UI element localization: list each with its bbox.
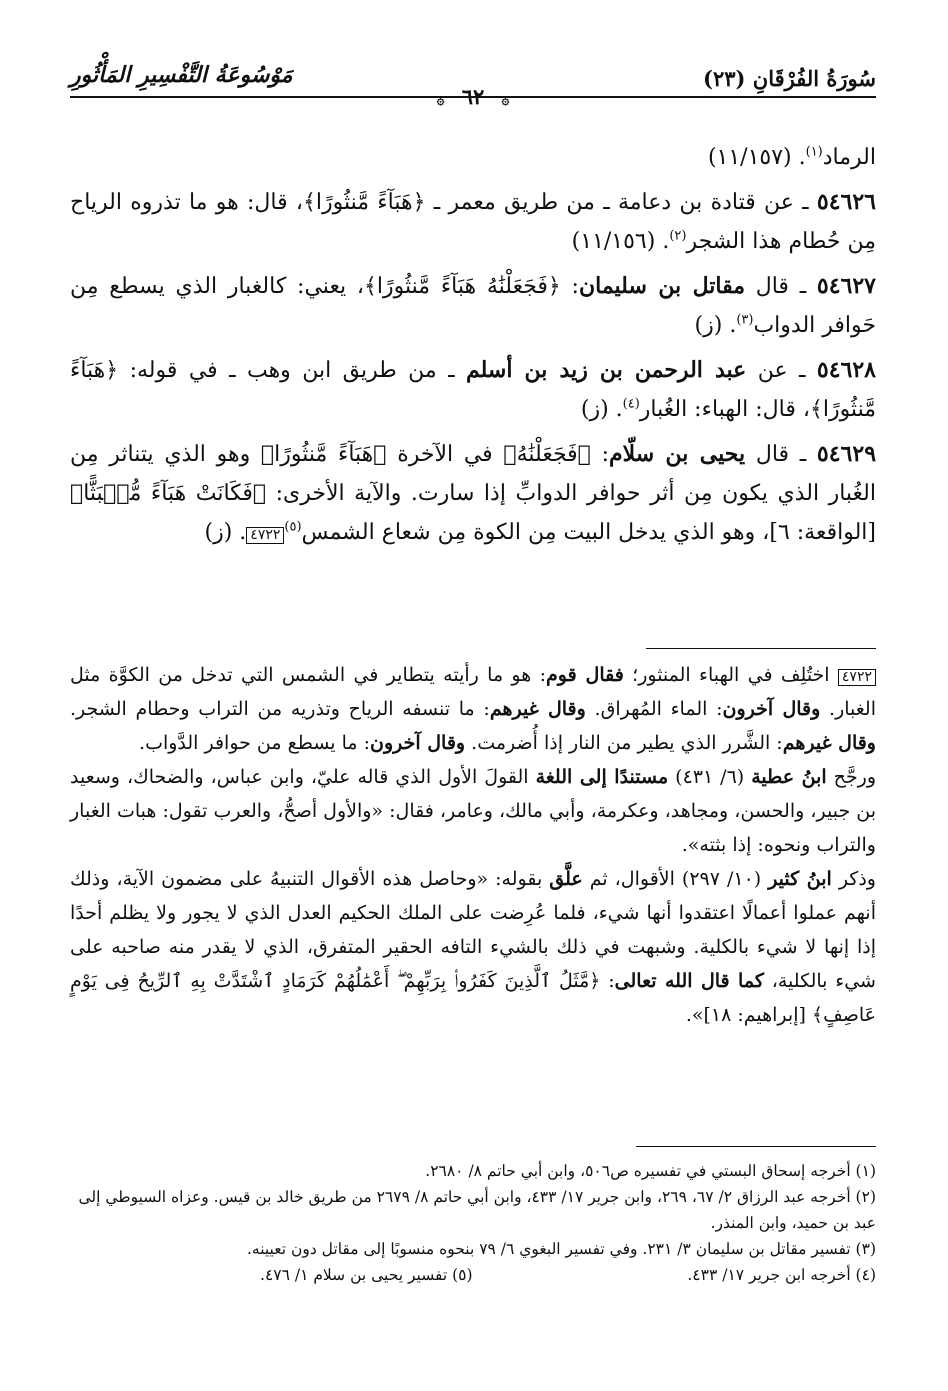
commentary-text: : ﴿مَّثَلُ ٱلَّذِينَ كَفَرُوا۟ بِرَبِّهِمْ ۖ أَعْمَٰلُهُمْ كَرَمَادٍ ٱشْتَدَّتْ بِهِ ٱلرِّيحُ فِى يَوْمٍ عَاصِفٍ﴾ [إبراهيم: ١٨]».	[70, 970, 876, 1026]
entry-number: ٥٤٦٢٦	[816, 189, 876, 215]
commentary-divider	[646, 648, 876, 649]
commentary-text: : هو ما رأيته يتطاير في الشمس التي تدخل من الكوَّة مثل الغبار.	[70, 664, 877, 720]
entry-54626	[70, 183, 876, 261]
commentary-text: (٦/ ٤٣١)	[668, 766, 752, 788]
ornament-icon: ۞	[436, 93, 445, 108]
entry-number: ٥٤٦٢٨	[816, 357, 876, 383]
entry-text: : ﴿فَجَعَلْنَٰهُ﴾ في الآخرة ﴿هَبَآءً مَّنثُورًا﴾ وهو الذي يتناثر مِن الغُبار الذي يكون مِن أثر حوافر الدوابِّ إذا سارت. والآية الأخرى: ﴿فَكَانَتْ هَبَآءً مُّنۢبَثًّا﴾ [الواقعة: ٦]، وهو الذي يدخل البيت مِن الكوة مِن شعاع الشمس	[70, 442, 876, 545]
volume-ref: . (ز)	[204, 520, 247, 545]
bold-phrase: مستندًا إلى اللغة	[535, 766, 669, 788]
footnote-3: (٣) تفسير مقاتل بن سليمان ٣/ ٢٣١. وفي تفسير البغوي ٦/ ٧٩ بنحوه منسوبًا إلى مقاتل دون تعيينه.	[246, 1240, 876, 1258]
bold-phrase: علَّق	[549, 868, 583, 890]
entry-text: : ﴿فَجَعَلْنَٰهُ هَبَآءً مَّنثُورًا﴾، يعني: كالغبار الذي يسطع مِن حَوافر الدواب	[70, 274, 876, 338]
footnote-ref: (٤)	[622, 396, 640, 412]
commentary-text: القولَ الأول الذي قاله عليّ، وابن عباس، والضحاك، وسعيد بن جبير، والحسن، ومجاهد، وعكرمة، وأبي مالك، وعامر، فقال: «والأول أصحُّ، والعرب تقول: هبات الغبار والتراب ونحوه: إذا بثته».	[70, 766, 876, 856]
narrator-name: عبد الرحمن بن زيد بن أسلم	[466, 357, 747, 383]
volume-ref: . (١١/١٥٧)	[707, 145, 806, 170]
entry-text: ـ من طريق ابن وهب ـ في قوله: ﴿هَبَآءً مَّنثُورًا﴾، قال: الهباء: الغُبار	[70, 358, 876, 422]
commentary-text: اختُلِف في الهباء المنثور؛	[623, 664, 838, 686]
commentary-text: : الشَّرر الذي يطير من النار إذا أُضرمت.	[465, 732, 783, 754]
entry-54627	[70, 267, 876, 345]
narrator-name: مقاتل بن سليمان	[578, 273, 745, 299]
footnote-divider	[636, 1146, 876, 1147]
bold-phrase: ابنُ عطية	[751, 766, 827, 788]
commentary	[70, 658, 876, 1032]
volume-ref: . (١١/١٥٦)	[571, 229, 670, 254]
entry-text: ـ قال	[745, 442, 817, 467]
entry-54628	[70, 351, 876, 429]
page-number: ٦٢	[461, 84, 485, 109]
ornament-icon: ۞	[501, 93, 510, 108]
bold-phrase: وقال آخرون	[370, 732, 466, 754]
volume-ref: . (ز)	[694, 313, 737, 338]
entry-text: الرماد	[822, 145, 876, 170]
commentary-text: ورجَّح	[826, 766, 876, 788]
footnote-2: (٢) أخرجه عبد الرزاق ٢/ ٦٧، ٢٦٩، وابن جرير ١٧/ ٤٣٣، وابن أبي حاتم ٨/ ٢٦٧٩ من طريق خالد بن قيس. وعزاه السيوطي إلى عبد بن حميد، وابن المنذر.	[78, 1188, 876, 1232]
sura-title: سُورَةُ الفُرْقَانِ (٢٣)	[703, 66, 876, 91]
commentary-ref-box[interactable]: ٤٧٢٢	[246, 527, 284, 544]
footnote-5: (٥) تفسير يحيى بن سلام ١/ ٤٧٦.	[260, 1266, 473, 1284]
footnote-ref: (١)	[805, 144, 823, 160]
commentary-text: وذكر	[831, 868, 876, 890]
commentary-paragraph	[70, 760, 876, 862]
header-rule	[70, 96, 876, 98]
footnote-ref: (٢)	[669, 228, 687, 244]
bold-phrase: فقال قوم	[546, 664, 624, 686]
narrator-name: يحيى بن سلّام	[609, 441, 746, 467]
bold-phrase: كما قال الله تعالى	[614, 970, 764, 992]
commentary-number-box: ٤٧٢٢	[838, 669, 876, 686]
entry-text: ـ عن قتادة بن دعامة ـ من طريق معمر ـ ﴿هَبَآءً مَّنثُورًا﴾، قال: هو ما تذروه الرياح مِن حُطام هذا الشجر	[70, 190, 876, 254]
bold-phrase: وقال غيرهم	[489, 698, 586, 720]
book-title: مَوْسُوعَةُ التَّفْسِيرِ المَأْثُورِ	[70, 62, 293, 88]
entry-number: ٥٤٦٢٩	[816, 441, 877, 467]
commentary-paragraph	[70, 658, 876, 760]
commentary-text: (١٠/ ٢٩٧) الأقوال، ثم	[582, 868, 769, 890]
commentary-text: : الماء المُهراق.	[585, 698, 723, 720]
entry-number: ٥٤٦٢٧	[816, 273, 876, 299]
bold-phrase: ابنُ كثير	[768, 868, 832, 890]
footnote-1: (١) أخرجه إسحاق البستي في تفسيره ص٥٠٦، وابن أبي حاتم ٨/ ٢٦٨٠.	[425, 1162, 876, 1180]
volume-ref: . (ز)	[580, 397, 623, 422]
entry-54629	[70, 435, 876, 552]
bold-phrase: وقال آخرون	[722, 698, 821, 720]
bold-phrase: وقال غيرهم	[782, 732, 876, 754]
entry-continuation	[70, 138, 876, 177]
footnote-row	[70, 1262, 876, 1288]
main-text	[70, 138, 876, 558]
footnote-4: (٤) أخرجه ابن جرير ١٧/ ٤٣٣.	[687, 1266, 876, 1284]
commentary-text: بقوله: «وحاصل هذه الأقوال التنبيهُ على مضمون الآية، وذلك أنهم عملوا أعمالًا اعتقدوا أنها شيء، فلما عُرِضت على الملك الحكيم العدل الذي لا يجور ولا يظلم أحدًا إذا إنها لا شيء بالكلية. وشبهت في ذلك بالشيء التافه الحقير المتفرق، الذي لا يقدر منه صاحبه على شيء بالكلية،	[70, 868, 876, 992]
footnote-ref: (٣)	[736, 312, 754, 328]
entry-text: ـ قال	[745, 274, 817, 299]
footnotes	[70, 1158, 876, 1288]
commentary-text: : ما تنسفه الرياح وتذريه من التراب وحطام الشجر.	[70, 698, 490, 720]
footnote-ref: (٥)	[284, 519, 302, 535]
entry-text: ـ عن	[746, 358, 817, 383]
running-header	[70, 58, 876, 108]
commentary-text: : ما يسطع من حوافر الدَّواب.	[139, 732, 370, 754]
commentary-paragraph	[70, 862, 876, 1032]
